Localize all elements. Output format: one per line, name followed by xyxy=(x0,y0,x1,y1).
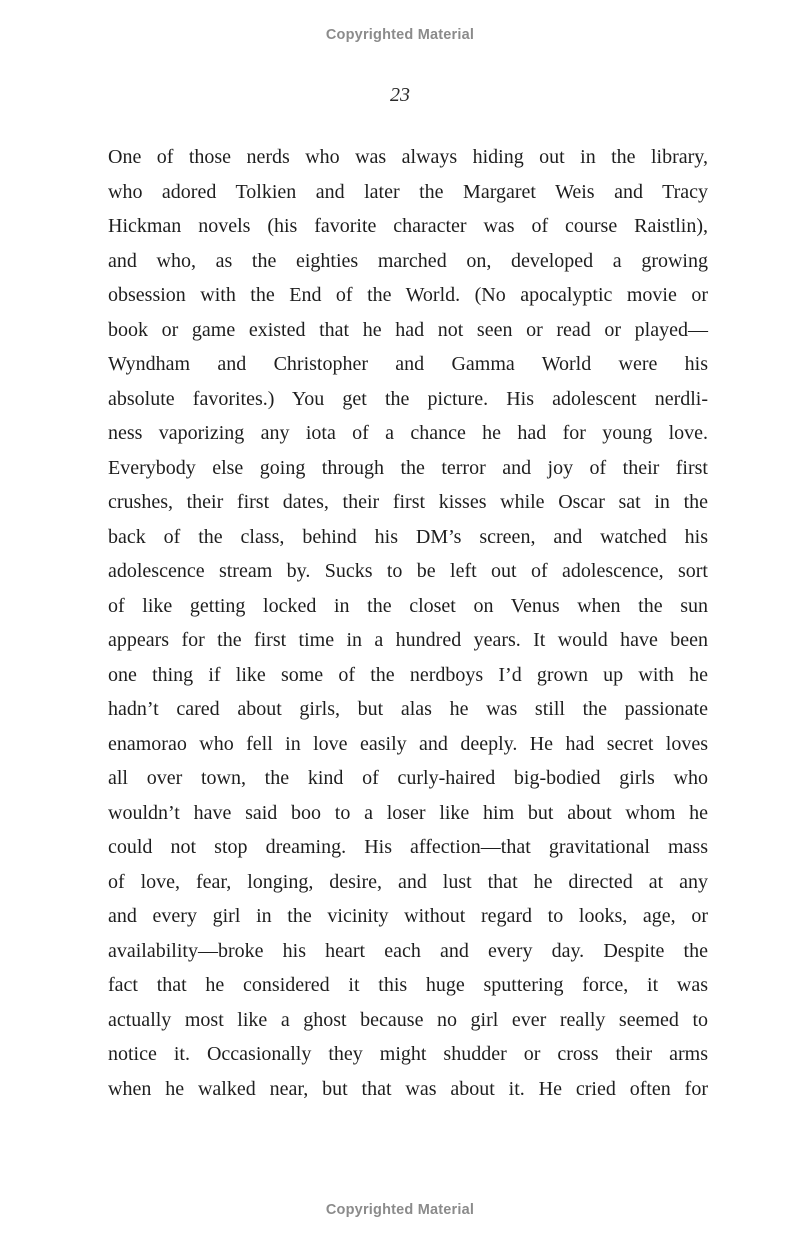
body-text-line: actually most like a ghost because no girl ever really seemed to xyxy=(108,1008,708,1031)
body-text-line: Wyndham and Christopher and Gamma World were his xyxy=(108,353,708,375)
body-text-line: hadn’t cared about girls, but alas he was still the passionate xyxy=(108,698,708,720)
body-text-block xyxy=(108,140,708,1106)
page-number: 23 xyxy=(390,84,410,106)
copyright-notice-top: Copyrighted Material xyxy=(325,27,475,43)
body-text-line: book or game existed that he had not seen or read or played— xyxy=(108,318,708,341)
body-text-line: wouldn’t have said boo to a loser like him but about whom he xyxy=(108,801,708,824)
body-text-line: could not stop dreaming. His affection—that gravitational mass xyxy=(108,836,708,858)
body-text-line: Everybody else going through the terror and joy of their first xyxy=(108,456,708,479)
body-text-line: appears for the first time in a hundred years. It would have been xyxy=(108,629,708,651)
body-text-line: who adored Tolkien and later the Margaret Weis and Tracy xyxy=(108,180,708,203)
body-text-line: and who, as the eighties marched on, developed a growing xyxy=(108,249,708,272)
body-text-line: back of the class, behind his DM’s screen, and watched his xyxy=(108,525,708,548)
body-text-line: crushes, their first dates, their first kisses while Oscar sat in the xyxy=(108,491,708,513)
body-text-line: enamorao who fell in love easily and deeply. He had secret loves xyxy=(108,732,708,755)
body-text-line: ness vaporizing any iota of a chance he had for young love. xyxy=(108,422,708,444)
body-text-line: adolescence stream by. Sucks to be left out of adolescence, sort xyxy=(108,560,708,582)
body-text-line: availability—broke his heart each and every day. Despite the xyxy=(108,939,708,962)
body-text-line: all over town, the kind of curly-haired big-bodied girls who xyxy=(108,767,708,789)
body-text-line: absolute favorites.) You get the picture. His adolescent nerdli- xyxy=(108,387,708,410)
body-text-line: One of those nerds who was always hiding out in the library, xyxy=(108,146,708,168)
body-text-line: of love, fear, longing, desire, and lust that he directed at any xyxy=(108,870,708,893)
body-text-line: fact that he considered it this huge sputtering force, it was xyxy=(108,974,708,996)
body-text-line: notice it. Occasionally they might shudder or cross their arms xyxy=(108,1043,708,1065)
copyright-notice-bottom: Copyrighted Material xyxy=(325,1202,475,1218)
body-text-line: when he walked near, but that was about it. He cried often for xyxy=(108,1077,708,1100)
body-text-line: obsession with the End of the World. (No apocalyptic movie or xyxy=(108,284,708,306)
body-text-line: and every girl in the vicinity without regard to looks, age, or xyxy=(108,905,708,927)
body-text-line: of like getting locked in the closet on Venus when the sun xyxy=(108,594,708,617)
body-text-line: Hickman novels (his favorite character was of course Raistlin), xyxy=(108,215,708,237)
body-text-line: one thing if like some of the nerdboys I’d grown up with he xyxy=(108,663,708,686)
